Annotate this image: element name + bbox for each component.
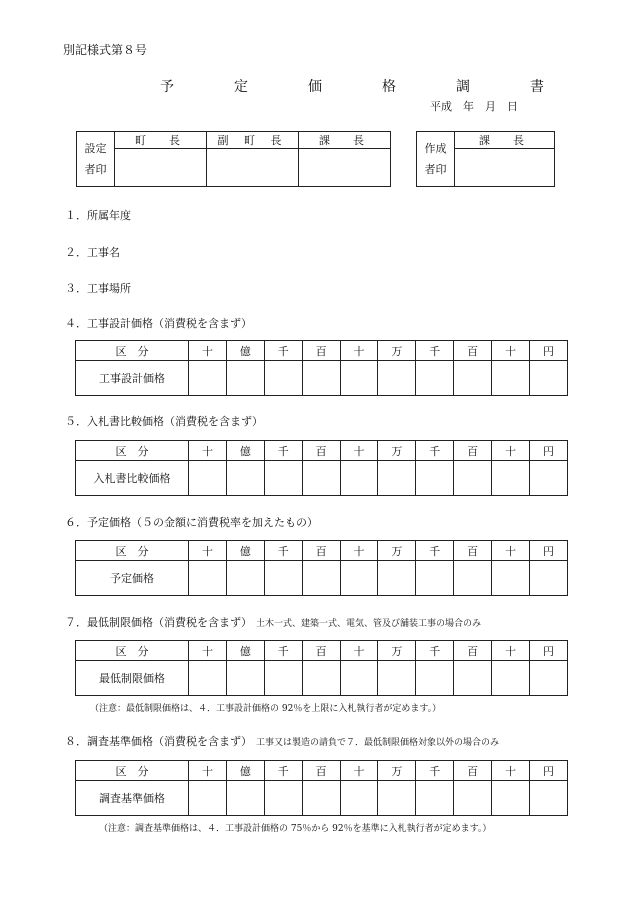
digit-cell[interactable]: [226, 361, 264, 396]
digit-header: 千: [416, 761, 454, 781]
digit-header: 千: [264, 341, 302, 361]
kubun-header: 区 分: [76, 341, 189, 361]
digit-cell[interactable]: [302, 461, 340, 496]
digit-cell[interactable]: [530, 561, 568, 596]
digit-cell[interactable]: [492, 781, 530, 816]
design-price-table: [75, 340, 568, 396]
section-minimum-price-title: ７．最低制限価格（消費税を含まず）: [65, 616, 252, 629]
section-project-location: ３．工事場所: [65, 282, 131, 295]
digit-cell[interactable]: [189, 661, 227, 696]
form-number: 別記様式第８号: [63, 43, 148, 57]
digit-header: 億: [226, 641, 264, 661]
digit-header: 百: [454, 541, 492, 561]
date-line: 平成 年 月 日: [430, 100, 518, 113]
digit-cell[interactable]: [416, 781, 454, 816]
digit-cell[interactable]: [302, 781, 340, 816]
digit-header: 十: [189, 441, 227, 461]
digit-cell[interactable]: [226, 661, 264, 696]
digit-cell[interactable]: [226, 561, 264, 596]
minimum-price-footnote: （注意：最低制限価格は、４．工事設計価格の 92％を上限に入札執行者が定めます。）: [90, 704, 442, 714]
digit-cell[interactable]: [340, 561, 378, 596]
digit-header: 千: [416, 541, 454, 561]
digit-cell[interactable]: [264, 461, 302, 496]
digit-cell[interactable]: [378, 361, 416, 396]
digit-cell[interactable]: [492, 461, 530, 496]
digit-header: 百: [454, 761, 492, 781]
creator-box-section-chief[interactable]: [455, 149, 555, 187]
survey-base-price-footnote: （注意：調査基準価格は、４．工事設計価格の 75％から 92％を基準に入札執行者が定めます。）: [99, 824, 492, 834]
digit-header: 十: [189, 541, 227, 561]
row-label: 最低制限価格: [76, 661, 189, 696]
digit-header: 百: [454, 341, 492, 361]
digit-cell[interactable]: [454, 661, 492, 696]
digit-cell[interactable]: [416, 561, 454, 596]
digit-header: 億: [226, 541, 264, 561]
digit-header: 万: [378, 341, 416, 361]
digit-header: 十: [492, 341, 530, 361]
digit-header: 千: [264, 441, 302, 461]
digit-header: 十: [189, 761, 227, 781]
digit-header: 円: [530, 441, 568, 461]
digit-cell[interactable]: [264, 561, 302, 596]
digit-header: 百: [302, 761, 340, 781]
digit-header: 千: [264, 761, 302, 781]
digit-header: 百: [302, 341, 340, 361]
digit-header: 百: [302, 441, 340, 461]
digit-header: 十: [492, 541, 530, 561]
digit-header: 万: [378, 641, 416, 661]
digit-header: 千: [416, 441, 454, 461]
seal-box-deputy-mayor[interactable]: [207, 149, 299, 187]
digit-cell[interactable]: [340, 661, 378, 696]
digit-header: 円: [530, 761, 568, 781]
setting-seal-label: 設定 者印: [77, 132, 115, 187]
digit-header: 千: [264, 641, 302, 661]
digit-cell[interactable]: [189, 361, 227, 396]
digit-header: 十: [340, 541, 378, 561]
digit-cell[interactable]: [530, 781, 568, 816]
row-label: 工事設計価格: [76, 361, 189, 396]
seal-box-mayor[interactable]: [115, 149, 207, 187]
digit-cell[interactable]: [264, 781, 302, 816]
creator-header-section-chief: 課 長: [455, 132, 555, 149]
digit-cell[interactable]: [416, 461, 454, 496]
digit-header: 千: [416, 341, 454, 361]
digit-header: 万: [378, 441, 416, 461]
section-bid-comparison-price: ５．入札書比較価格（消費税を含まず）: [65, 415, 263, 428]
section-minimum-price-note: 土木一式、建築一式、電気、管及び舗装工事の場合のみ: [256, 619, 482, 629]
digit-header: 千: [416, 641, 454, 661]
digit-cell[interactable]: [378, 661, 416, 696]
digit-header: 十: [492, 761, 530, 781]
digit-cell[interactable]: [226, 461, 264, 496]
digit-header: 百: [454, 441, 492, 461]
digit-header: 十: [189, 641, 227, 661]
section-survey-base-price-note: 工事又は製造の請負で７．最低制限価格対象以外の場合のみ: [256, 738, 500, 748]
digit-cell[interactable]: [264, 361, 302, 396]
digit-cell[interactable]: [492, 561, 530, 596]
digit-cell[interactable]: [454, 461, 492, 496]
digit-cell[interactable]: [340, 361, 378, 396]
digit-cell[interactable]: [189, 561, 227, 596]
digit-cell[interactable]: [416, 361, 454, 396]
digit-cell[interactable]: [189, 461, 227, 496]
digit-header: 十: [492, 441, 530, 461]
digit-header: 円: [530, 541, 568, 561]
seal-box-section-chief[interactable]: [299, 149, 391, 187]
digit-header: 十: [340, 641, 378, 661]
digit-header: 百: [454, 641, 492, 661]
digit-header: 億: [226, 341, 264, 361]
digit-header: 百: [302, 541, 340, 561]
digit-cell[interactable]: [302, 561, 340, 596]
digit-header: 十: [340, 341, 378, 361]
digit-cell[interactable]: [340, 781, 378, 816]
digit-header: 百: [302, 641, 340, 661]
digit-cell[interactable]: [189, 781, 227, 816]
digit-cell[interactable]: [530, 461, 568, 496]
digit-cell[interactable]: [340, 461, 378, 496]
minimum-price-table: [75, 640, 568, 696]
digit-header: 十: [492, 641, 530, 661]
digit-cell[interactable]: [492, 661, 530, 696]
digit-header: 千: [264, 541, 302, 561]
digit-cell[interactable]: [492, 361, 530, 396]
row-label: 調査基準価格: [76, 781, 189, 816]
digit-header: 万: [378, 761, 416, 781]
digit-cell[interactable]: [378, 561, 416, 596]
digit-cell[interactable]: [378, 781, 416, 816]
section-planned-price: ６．予定価格（５の金額に消費税率を加えたもの）: [65, 516, 318, 529]
digit-cell[interactable]: [416, 661, 454, 696]
digit-cell[interactable]: [302, 661, 340, 696]
digit-cell[interactable]: [264, 661, 302, 696]
kubun-header: 区 分: [76, 641, 189, 661]
seal-header-mayor: 町 長: [115, 132, 207, 149]
seal-header-section-chief: 課 長: [299, 132, 391, 149]
digit-cell[interactable]: [226, 781, 264, 816]
planned-price-table: [75, 540, 568, 596]
seal-header-deputy-mayor: 副 町 長: [207, 132, 299, 149]
kubun-header: 区 分: [76, 441, 189, 461]
digit-header: 十: [189, 341, 227, 361]
survey-base-price-table: [75, 760, 568, 816]
digit-cell[interactable]: [454, 361, 492, 396]
section-design-price: ４．工事設計価格（消費税を含まず）: [65, 317, 252, 330]
bid-comparison-price-table: [75, 440, 568, 496]
digit-header: 円: [530, 641, 568, 661]
creator-seal-label: 作成 者印: [417, 132, 455, 187]
digit-cell[interactable]: [302, 361, 340, 396]
digit-header: 十: [340, 441, 378, 461]
row-label: 入札書比較価格: [76, 461, 189, 496]
section-survey-base-price-title: ８．調査基準価格（消費税を含まず）: [65, 735, 252, 748]
digit-header: 万: [378, 541, 416, 561]
kubun-header: 区 分: [76, 541, 189, 561]
section-project-name: ２．工事名: [65, 246, 120, 259]
digit-header: 億: [226, 761, 264, 781]
section-minimum-price: [65, 614, 481, 630]
digit-header: 十: [340, 761, 378, 781]
digit-cell[interactable]: [454, 561, 492, 596]
section-survey-base-price: [65, 733, 499, 749]
digit-cell[interactable]: [454, 781, 492, 816]
digit-cell[interactable]: [378, 461, 416, 496]
row-label: 予定価格: [76, 561, 189, 596]
digit-cell[interactable]: [530, 661, 568, 696]
kubun-header: 区 分: [76, 761, 189, 781]
digit-header: 円: [530, 341, 568, 361]
section-fiscal-year: １．所属年度: [65, 209, 131, 222]
document-title: 予 定 価 格 調 書: [160, 79, 567, 95]
creator-seal-table: [416, 131, 555, 187]
digit-header: 億: [226, 441, 264, 461]
digit-cell[interactable]: [530, 361, 568, 396]
setting-seal-table: [76, 131, 391, 187]
